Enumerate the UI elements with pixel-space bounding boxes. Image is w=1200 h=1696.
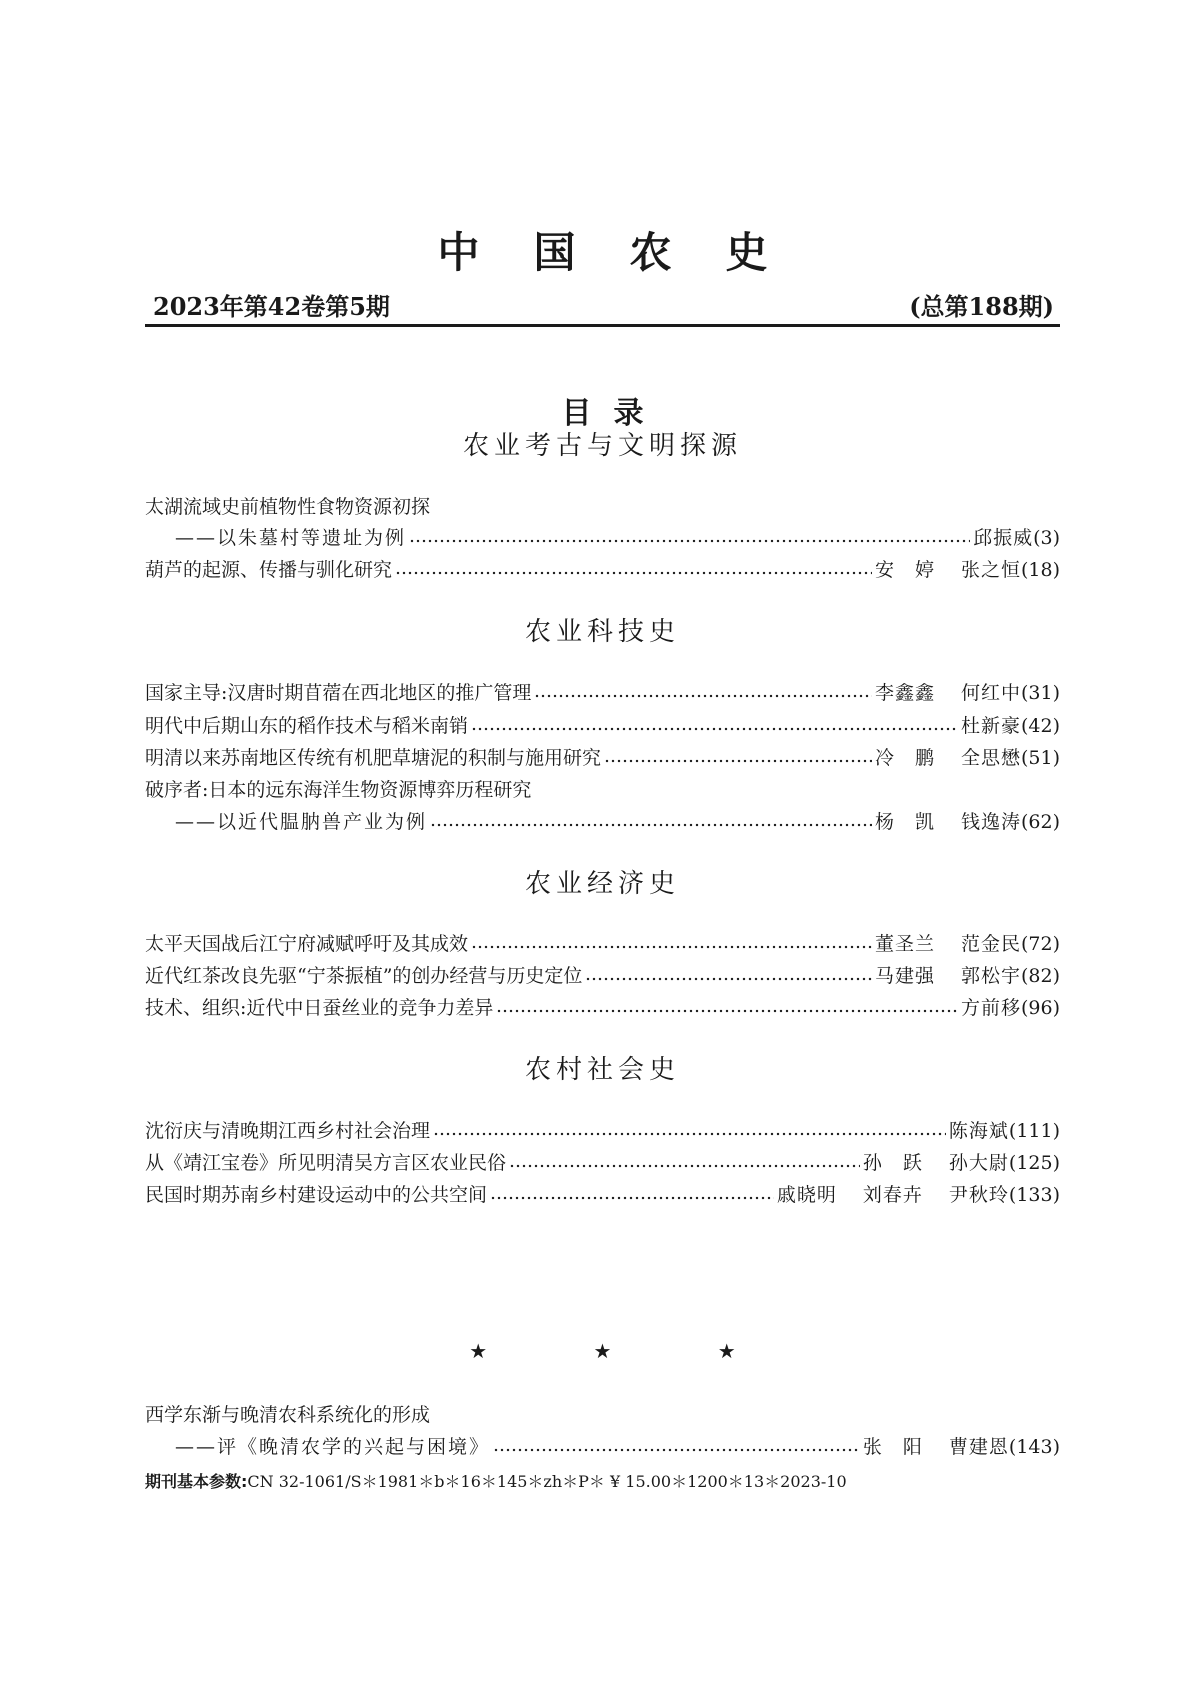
section-title: 农业考古与文明探源 (462, 431, 742, 461)
entry-title: 太湖流域史前植物性食物资源初探 (145, 496, 431, 518)
entry-authors (875, 743, 1021, 773)
dot-leader (493, 1447, 860, 1453)
entry-authors (863, 1432, 1009, 1462)
toc-entry[interactable] (145, 993, 1060, 1023)
author: 邱振威 (973, 527, 1034, 549)
entry-title: 从《靖江宝卷》所见明清吴方言区农业民俗 (145, 1152, 507, 1174)
entry-authors (875, 929, 1021, 959)
author: 冷 鹏 (874, 747, 935, 769)
entry-authors (875, 678, 1021, 708)
author: 孙 跃 (862, 1152, 923, 1174)
author: 孙大尉 (948, 1152, 1009, 1174)
dot-leader (534, 693, 872, 699)
author: 戚晓明 (776, 1184, 837, 1206)
toc-entry[interactable] (145, 961, 1060, 991)
author: 陈海斌 (948, 1120, 1009, 1142)
entry-page: (72) (1020, 933, 1060, 955)
entry-title: 技术、组织:近代中日蚕丝业的竞争力差异 (145, 997, 494, 1019)
entry-authors (875, 807, 1021, 837)
dot-leader (471, 726, 958, 732)
author: 曹建恩 (948, 1436, 1009, 1458)
issue-header (145, 290, 1060, 327)
entry-title: 西学东渐与晚清农科系统化的形成 (145, 1404, 431, 1426)
entry-page: (18) (1020, 559, 1060, 581)
section-title: 农业经济史 (524, 869, 680, 899)
entry-authors (949, 1116, 1009, 1146)
dot-leader (433, 1131, 946, 1137)
dot-leader (496, 1008, 958, 1014)
params-label: 期刊基本参数: (145, 1472, 248, 1491)
entry-page: (143) (1008, 1436, 1060, 1458)
author: 尹秋玲 (948, 1184, 1009, 1206)
entry-title: 破序者:日本的远东海洋生物资源博弈历程研究 (145, 779, 532, 801)
journal-parameters (145, 1470, 1060, 1494)
entry-title: 葫芦的起源、传播与驯化研究 (145, 559, 393, 581)
dot-leader (585, 976, 872, 982)
section-title: 农业科技史 (524, 617, 680, 647)
entry-subtitle: ——以朱墓村等遗址为例 (175, 527, 407, 549)
entry-page: (133) (1008, 1184, 1060, 1206)
entry-title: 太平天国战后江宁府减赋呼吁及其成效 (145, 933, 469, 955)
toc-entry[interactable] (145, 1116, 1060, 1146)
author: 范金民 (960, 933, 1021, 955)
author: 杜新豪 (960, 715, 1021, 737)
entry-page: (42) (1020, 715, 1060, 737)
toc-title: 目录 (561, 396, 666, 431)
journal-title: 中国农史 (437, 228, 822, 277)
entry-page: (62) (1020, 811, 1060, 833)
entry-title: 近代红茶改良先驱“宁茶振植”的创办经营与历史定位 (145, 965, 583, 987)
toc-entry[interactable] (145, 678, 1060, 708)
section-title: 农村社会史 (524, 1055, 680, 1085)
entry-subtitle: ——以近代腽肭兽产业为例 (175, 811, 428, 833)
toc-entry[interactable] (145, 807, 1060, 837)
dot-leader (490, 1195, 774, 1201)
author: 张之恒 (960, 559, 1021, 581)
entry-page: (111) (1008, 1120, 1060, 1142)
entry-authors (961, 711, 1021, 741)
toc-entry[interactable] (145, 1180, 1060, 1210)
author: 李鑫鑫 (874, 682, 935, 704)
dot-leader (509, 1163, 860, 1169)
author: 马建强 (874, 965, 935, 987)
total-issue-number: (总第188期) (909, 292, 1054, 321)
entry-page: (3) (1033, 527, 1060, 549)
dot-leader (430, 822, 872, 828)
author: 刘春卉 (862, 1184, 923, 1206)
author: 何红中 (960, 682, 1021, 704)
entry-page: (51) (1020, 747, 1060, 769)
star-divider: ★ ★ ★ (469, 1339, 786, 1363)
toc-page (145, 0, 1060, 1696)
author: 郭松宇 (960, 965, 1021, 987)
entry-authors (863, 1148, 1009, 1178)
author: 杨 凯 (874, 811, 935, 833)
entry-authors (777, 1180, 1009, 1210)
entry-title: 国家主导:汉唐时期苜蓿在西北地区的推广管理 (145, 682, 532, 704)
toc-entry[interactable] (145, 1148, 1060, 1178)
entry-title: 沈衍庆与清晚期江西乡村社会治理 (145, 1120, 431, 1142)
author: 方前移 (960, 997, 1021, 1019)
author: 安 婷 (874, 559, 935, 581)
author: 张 阳 (862, 1436, 923, 1458)
dot-leader (471, 944, 872, 950)
author: 全思懋 (960, 747, 1021, 769)
toc-entry[interactable] (145, 743, 1060, 773)
dot-leader (604, 758, 872, 764)
entry-page: (96) (1020, 997, 1060, 1019)
toc-entry[interactable] (145, 492, 1060, 522)
dot-leader (409, 538, 970, 544)
toc-entry[interactable] (145, 711, 1060, 741)
dot-leader (395, 570, 872, 576)
entry-subtitle: ——评《晚清农学的兴起与困境》 (175, 1436, 491, 1458)
toc-entry[interactable] (145, 929, 1060, 959)
entry-page: (31) (1020, 682, 1060, 704)
toc-entry[interactable] (145, 1400, 1060, 1430)
toc-entry[interactable] (145, 555, 1060, 585)
entry-authors (961, 993, 1021, 1023)
entry-authors (875, 555, 1021, 585)
entry-title: 明清以来苏南地区传统有机肥草塘泥的积制与施用研究 (145, 747, 602, 769)
entry-title: 明代中后期山东的稻作技术与稻米南销 (145, 715, 469, 737)
issue-number: 2023年第42卷第5期 (153, 292, 390, 321)
entry-title: 民国时期苏南乡村建设运动中的公共空间 (145, 1184, 488, 1206)
toc-entry[interactable] (145, 775, 1060, 805)
author: 董圣兰 (874, 933, 935, 955)
toc-entry[interactable] (145, 1432, 1060, 1462)
entry-authors (973, 523, 1033, 553)
author: 钱逸涛 (960, 811, 1021, 833)
params-value: CN 32-1061/S＊1981＊b＊16＊145＊zh＊P＊ ¥ 15.00＊1200＊13＊2023-10 (247, 1472, 847, 1491)
toc-entry[interactable] (145, 523, 1060, 553)
entry-page: (82) (1020, 965, 1060, 987)
entry-authors (875, 961, 1021, 991)
entry-page: (125) (1008, 1152, 1060, 1174)
